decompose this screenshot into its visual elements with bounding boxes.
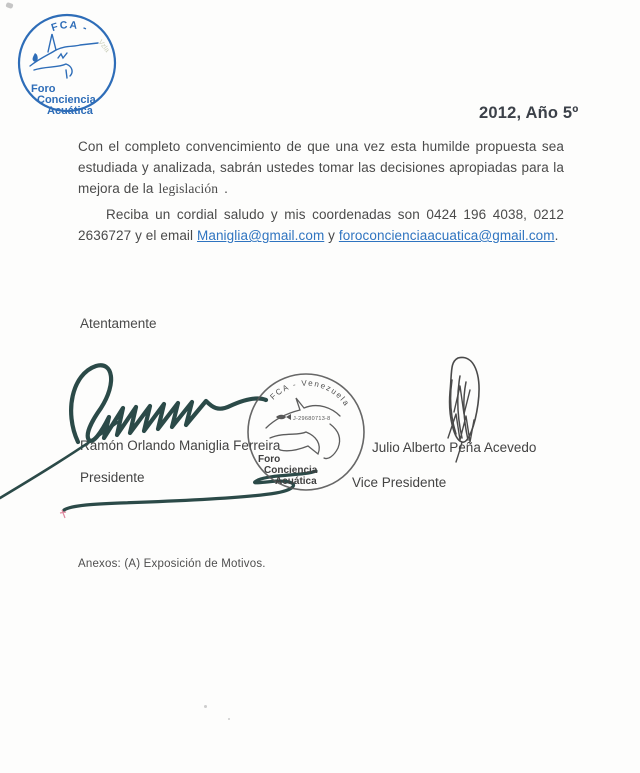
logo-word-acuatica: Acuática <box>47 105 93 117</box>
signature-right-loop <box>450 357 479 442</box>
paragraph1-period: . <box>224 181 228 196</box>
stamp-wordmark <box>258 454 318 487</box>
logo-arc-text: FCA - <box>49 19 91 35</box>
paragraph2-text: Reciba un cordial saludo y mis coordenadas son 0424 196 4038, 0212 2636727 y el email <box>78 207 564 243</box>
foro-conciencia-acuatica-logo <box>14 12 120 124</box>
signature-left-cursive-stroke <box>71 365 266 442</box>
stamp-registration-number: J-29680713-8 <box>293 416 331 422</box>
paragraph-conviction <box>78 136 564 199</box>
fca-rubber-stamp <box>244 370 368 494</box>
logo-wordmark <box>31 83 97 117</box>
logo-circle <box>19 15 115 111</box>
scan-artifact <box>204 705 207 708</box>
year-heading: 2012, Año 5º <box>479 104 579 122</box>
email-link-foroconciencia[interactable]: foroconcienciaacuatica@gmail.com <box>338 228 555 243</box>
signature-left-diagonal-stroke <box>0 422 118 498</box>
email-link-maniglia[interactable]: Maniglia@gmail.com <box>197 228 325 243</box>
logo-word-conciencia: Conciencia <box>37 94 96 106</box>
stamp-arc-path <box>270 386 353 440</box>
paragraph1-text: Con el completo convencimiento de que una vez esta humilde propuesta sea estudiada y analizada, sabrán ustedes tomar las decisiones apropiadas para la mejora de la <box>78 139 564 196</box>
signer-left-name: Ramón Orlando Maniglia Ferreira <box>80 438 281 453</box>
stamp-word-acuatica: Acuática <box>275 476 317 487</box>
scan-artifact <box>228 718 230 720</box>
venezuela-map-drawing <box>30 34 98 78</box>
logo-faint-text: Vzla <box>96 38 111 54</box>
stamp-word-conciencia: Conciencia <box>264 465 318 476</box>
logo-word-foro: Foro <box>31 83 56 95</box>
scan-artifact <box>5 2 13 9</box>
signer-right-title: Vice Presidente <box>352 475 447 490</box>
pink-ink-speck <box>60 510 66 518</box>
stamp-arc-text: FCA - Venezuela <box>268 378 352 409</box>
closing-atentamente: Atentamente <box>80 316 157 331</box>
water-drop-icon <box>33 53 38 62</box>
annex-note: Anexos: (A) Exposición de Motivos. <box>78 558 266 570</box>
fish-icon <box>276 414 291 420</box>
paragraph-contact <box>78 204 564 246</box>
paragraph1-inserted-word: legislación <box>158 181 219 196</box>
signer-left-title: Presidente <box>80 470 145 485</box>
paragraph2-conjunction: y <box>328 228 336 243</box>
logo-arc-path <box>36 28 98 44</box>
stamp-circle <box>248 374 364 490</box>
signer-right-name: Julio Alberto Peña Acevedo <box>372 440 537 455</box>
paragraph2-period: . <box>554 228 559 243</box>
stamp-word-foro: Foro <box>258 454 281 465</box>
